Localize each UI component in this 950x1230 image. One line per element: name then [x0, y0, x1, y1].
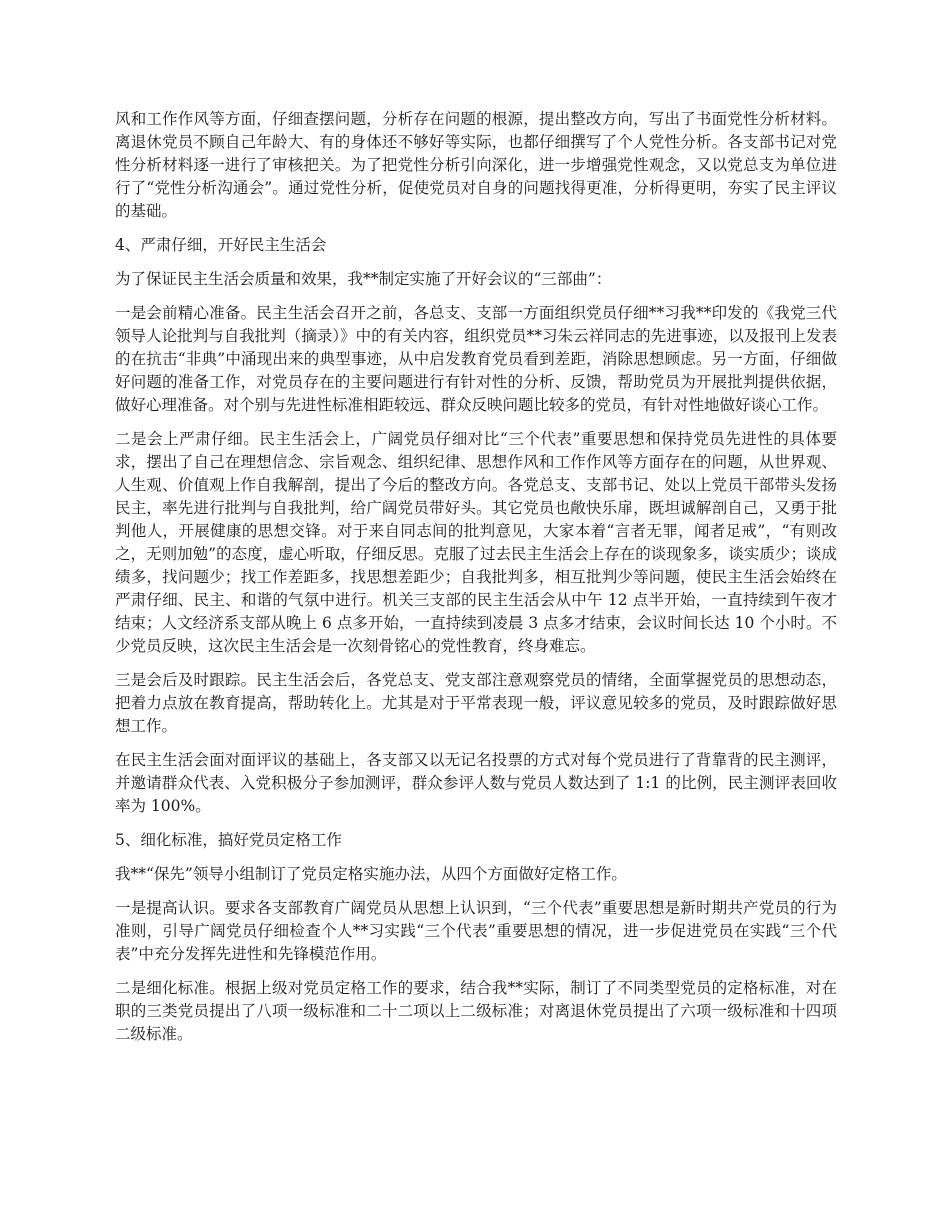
- paragraph-raise-awareness: 一是提高认识。要求各支部教育广阔党员从思想上认识到，“三个代表”重要思想是新时期共产党员的行为准则，引导广阔党员仔细检查个人**习实践“三个代表”重要思想的情况，进一步促进党员在实践“三个代表”中充分发挥先进性和先锋模范作用。: [115, 899, 837, 963]
- paragraph-three-steps-intro: 为了保证民主生活会质量和效果，我**制定实施了开好会议的“三部曲”：: [115, 270, 612, 288]
- paragraph-party-analysis: 风和工作作风等方面，仔细查摆问题，分析存在问题的根源，提出整改方向，写出了书面党性分析材料。离退休党员不顾自己年龄大、有的身体还不够好等实际，也都仔细撰写了个人党性分析。各支部书记对党性分析材料逐一进行了审核把关。为了把党性分析引向深化，进一步增强党性观念，又以党总支为单位进行了“党性分析沟通会”。通过党性分析，促使党员对自身的问题找得更准，分析得更明，夯实了民主评议的基础。: [115, 110, 837, 220]
- paragraph-rating-method: 我**“保先”领导小组制订了党员定格实施办法，从四个方面做好定格工作。: [115, 865, 627, 883]
- section-heading-5: 5、细化标准，搞好党员定格工作: [115, 831, 342, 849]
- paragraph-before-meeting: 一是会前精心准备。民主生活会召开之前，各总支、支部一方面组织党员仔细**习我**印发的《我党三代领导人论批判与自我批判（摘录）》中的有关内容，组织党员**习朱云祥同志的先进事迹，以及报刊上发表的在抗击“非典”中涌现出来的典型事迹，从中启发教育党员看到差距，消除思想顾虑。另一方面，仔细做好问题的准备工作，对党员存在的主要问题进行有针对性的分析、反馈，帮助党员为开展批判提供依据，做好心理准备。对个别与先进性标准相距较远、群众反映问题比较多的党员，有针对性地做好谈心工作。: [115, 304, 837, 414]
- paragraph-refine-standards: 二是细化标准。根据上级对党员定格工作的要求，结合我**实际，制订了不同类型党员的定格标准，对在职的三类党员提出了八项一级标准和二十二项以上二级标准；对离退休党员提出了六项一级标准和十四项二级标准。: [115, 979, 837, 1043]
- paragraph-democratic-evaluation: 在民主生活会面对面评议的基础上，各支部又以无记名投票的方式对每个党员进行了背靠背的民主测评，并邀请群众代表、入党积极分子参加测评，群众参评人数与党员人数达到了 1:1 的比例，民主测评表回收率为 100%。: [115, 751, 837, 815]
- document-page: [115, 108, 837, 1057]
- paragraph-during-meeting: 二是会上严肃仔细。民主生活会上，广阔党员仔细对比“三个代表”重要思想和保持党员先进性的具体要求，摆出了自己在理想信念、宗旨观念、组织纪律、思想作风和工作作风等方面存在的问题，从世界观、人生观、价值观上作自我解剖，提出了今后的整改方向。各党总支、支部书记、处以上党员干部带头发扬民主，率先进行批判与自我批判，给广阔党员带好头。其它党员也敞快乐扉，既坦诚解剖自己，又勇于批判他人，开展健康的思想交锋。对于来自同志间的批判意见，大家本着“言者无罪，闻者足戒”，“有则改之，无则加勉”的态度，虚心听取，仔细反思。克服了过去民主生活会上存在的谈现象多，谈实质少；谈成绩多，找问题少；找工作差距多，找思想差距少；自我批判多，相互批判少等问题，使民主生活会始终在严肃仔细、民主、和谐的气氛中进行。机关三支部的民主生活会从中午 12 点半开始，一直持续到午夜才结束；人文经济系支部从晚上 6 点多开始，一直持续到凌晨 3 点多才结束，会议时间长达 10 个小时。不少党员反映，这次民主生活会是一次刻骨铭心的党性教育，终身难忘。: [115, 430, 837, 655]
- section-heading-4: 4、严肃仔细，开好民主生活会: [115, 236, 327, 254]
- paragraph-after-meeting: 三是会后及时跟踪。民主生活会后，各党总支、党支部注意观察党员的情绪，全面掌握党员的思想动态，把着力点放在教育提高，帮助转化上。尤其是对于平常表现一般，评议意见较多的党员，及时跟踪做好思想工作。: [115, 671, 837, 735]
